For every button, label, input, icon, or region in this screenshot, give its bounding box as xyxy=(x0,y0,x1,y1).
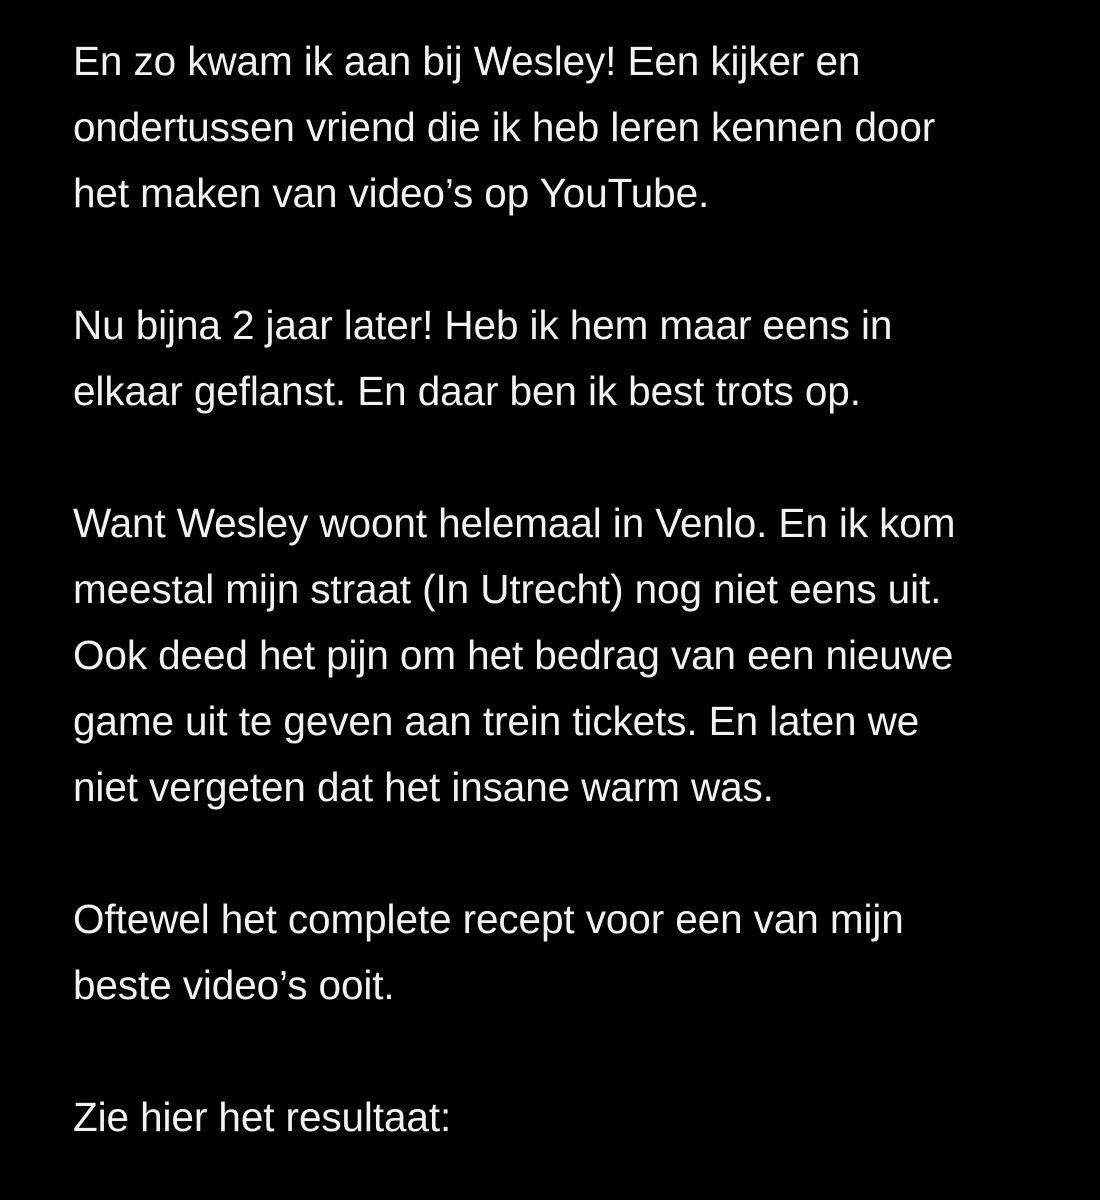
text-line: En zo kwam ik aan bij Wesley! Een kijker en xyxy=(73,38,861,84)
paragraph-3 xyxy=(73,490,1073,820)
paragraph-2 xyxy=(73,292,1073,424)
paragraph-spacer xyxy=(73,226,1073,292)
note-text xyxy=(73,28,1073,1150)
paragraph-spacer xyxy=(73,424,1073,490)
text-line: beste video’s ooit. xyxy=(73,962,395,1008)
paragraph-1 xyxy=(73,28,1073,226)
text-line: game uit te geven aan trein tickets. En laten we xyxy=(73,698,920,744)
text-line: Oftewel het complete recept voor een van mijn xyxy=(73,896,904,942)
paragraph-spacer xyxy=(73,820,1073,886)
text-line: ondertussen vriend die ik heb leren kennen door xyxy=(73,104,936,150)
text-line: niet vergeten dat het insane warm was. xyxy=(73,764,774,810)
text-line: meestal mijn straat (In Utrecht) nog niet eens uit. xyxy=(73,566,942,612)
text-line: Zie hier het resultaat: xyxy=(73,1094,452,1140)
text-line: Nu bijna 2 jaar later! Heb ik hem maar eens in xyxy=(73,302,893,348)
text-line: Ook deed het pijn om het bedrag van een nieuwe xyxy=(73,632,954,678)
paragraph-4 xyxy=(73,886,1073,1018)
text-line: elkaar geflanst. En daar ben ik best trots op. xyxy=(73,368,861,414)
text-line: Want Wesley woont helemaal in Venlo. En ik kom xyxy=(73,500,956,546)
paragraph-5 xyxy=(73,1084,1073,1150)
paragraph-spacer xyxy=(73,1018,1073,1084)
text-line: het maken van video’s op YouTube. xyxy=(73,170,710,216)
